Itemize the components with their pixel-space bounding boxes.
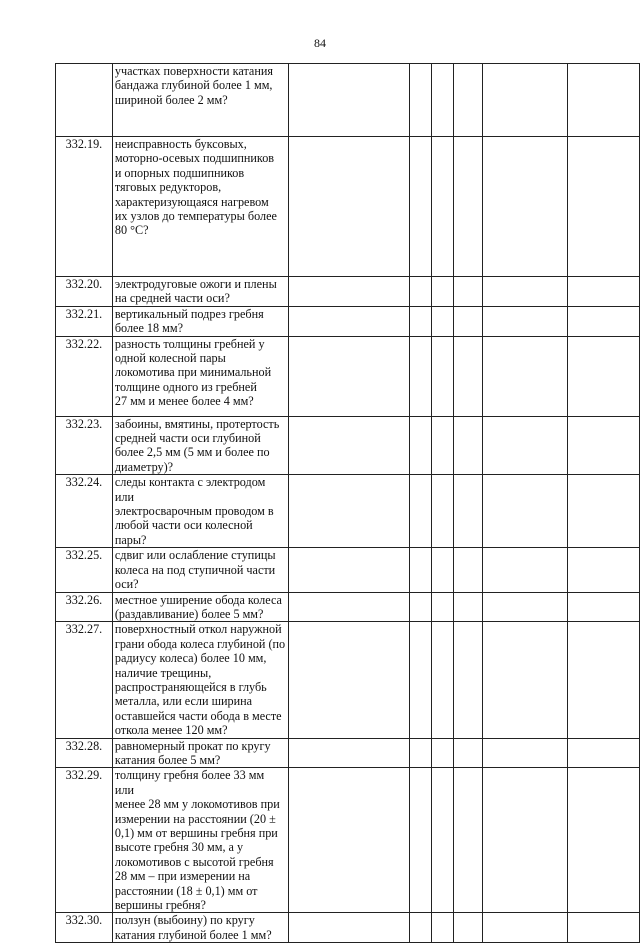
empty-cell (483, 64, 567, 137)
item-description-cell: электродуговые ожоги и плены на средней части оси? (112, 277, 288, 307)
empty-cell (567, 306, 639, 336)
empty-cell (289, 137, 410, 277)
empty-cell (410, 306, 432, 336)
item-number-cell: 332.23. (56, 416, 113, 475)
item-description-cell: участках поверхности катания бандажа глубиной более 1 мм, шириной более 2 мм? (112, 64, 288, 137)
empty-cell (483, 738, 567, 768)
empty-cell (483, 548, 567, 592)
empty-cell (483, 475, 567, 548)
inspection-checklist-table (55, 63, 640, 943)
empty-cell (410, 137, 432, 277)
empty-cell (567, 137, 639, 277)
item-description-cell: неисправность буксовых, моторно-осевых подшипников и опорных подшипников тяговых редукторов, характеризующаяся нагревом их узлов до температуры более 80 °С? (112, 137, 288, 277)
item-number-cell: 332.20. (56, 277, 113, 307)
empty-cell (431, 475, 453, 548)
empty-cell (567, 277, 639, 307)
empty-cell (567, 336, 639, 416)
empty-cell (289, 306, 410, 336)
empty-cell (431, 738, 453, 768)
empty-cell (483, 622, 567, 738)
empty-cell (567, 592, 639, 622)
empty-cell (483, 768, 567, 913)
empty-cell (483, 416, 567, 475)
item-number-cell: 332.22. (56, 336, 113, 416)
item-number-cell: 332.30. (56, 913, 113, 943)
empty-cell (453, 306, 483, 336)
empty-cell (289, 913, 410, 943)
item-number-cell: 332.19. (56, 137, 113, 277)
table-row (56, 548, 640, 592)
empty-cell (410, 738, 432, 768)
table-row (56, 306, 640, 336)
empty-cell (431, 548, 453, 592)
table-row (56, 622, 640, 738)
empty-cell (289, 768, 410, 913)
empty-cell (431, 64, 453, 137)
empty-cell (453, 475, 483, 548)
empty-cell (410, 592, 432, 622)
empty-cell (410, 336, 432, 416)
item-number-cell: 332.26. (56, 592, 113, 622)
item-description-cell: местное уширение обода колеса (раздавливание) более 5 мм? (112, 592, 288, 622)
page-number: 84 (314, 36, 326, 50)
item-description-cell: толщину гребня более 33 мм или менее 28 мм у локомотивов при измерении на расстоянии (20 ± 0,1) мм от вершины гребня при высоте гребня 30 мм, а у локомотивов с высотой гребня 28 мм – при измерении на расстоянии (18 ± 0,1) мм от вершины гребня? (112, 768, 288, 913)
empty-cell (431, 622, 453, 738)
empty-cell (567, 913, 639, 943)
empty-cell (289, 592, 410, 622)
table-row (56, 137, 640, 277)
item-description-cell: поверхностный откол наружной грани обода колеса глубиной (по радиусу колеса) более 10 мм, наличие трещины, распространяющейся в глубь металла, или если ширина оставшейся части обода в месте откола менее 120 мм? (112, 622, 288, 738)
empty-cell (289, 416, 410, 475)
empty-cell (453, 768, 483, 913)
empty-cell (483, 592, 567, 622)
empty-cell (289, 64, 410, 137)
empty-cell (431, 416, 453, 475)
table-row (56, 416, 640, 475)
empty-cell (289, 475, 410, 548)
empty-cell (410, 622, 432, 738)
empty-cell (289, 336, 410, 416)
empty-cell (453, 592, 483, 622)
item-number-cell: 332.27. (56, 622, 113, 738)
empty-cell (483, 913, 567, 943)
empty-cell (567, 475, 639, 548)
empty-cell (453, 913, 483, 943)
item-description-cell: сдвиг или ослабление ступицы колеса на под ступичной части оси? (112, 548, 288, 592)
empty-cell (483, 336, 567, 416)
item-description-cell: разность толщины гребней у одной колесной пары локомотива при минимальной толщине одного из гребней 27 мм и менее более 4 мм? (112, 336, 288, 416)
empty-cell (410, 475, 432, 548)
empty-cell (289, 277, 410, 307)
item-number-cell: 332.28. (56, 738, 113, 768)
empty-cell (431, 768, 453, 913)
empty-cell (410, 913, 432, 943)
item-number-cell: 332.25. (56, 548, 113, 592)
empty-cell (453, 64, 483, 137)
empty-cell (410, 416, 432, 475)
empty-cell (431, 336, 453, 416)
empty-cell (289, 622, 410, 738)
empty-cell (567, 416, 639, 475)
empty-cell (483, 137, 567, 277)
empty-cell (567, 548, 639, 592)
item-description-cell: равномерный прокат по кругу катания более 5 мм? (112, 738, 288, 768)
item-description-cell: забоины, вмятины, протертость средней части оси глубиной более 2,5 мм (5 мм и более по диаметру)? (112, 416, 288, 475)
item-description-cell: следы контакта с электродом или электросварочным проводом в любой части оси колесной пары? (112, 475, 288, 548)
table-row (56, 738, 640, 768)
table-row (56, 475, 640, 548)
item-description-cell: вертикальный подрез гребня более 18 мм? (112, 306, 288, 336)
empty-cell (410, 64, 432, 137)
item-description-cell: ползун (выбоину) по кругу катания глубиной более 1 мм? (112, 913, 288, 943)
empty-cell (431, 913, 453, 943)
empty-cell (410, 768, 432, 913)
empty-cell (453, 738, 483, 768)
table-row (56, 592, 640, 622)
empty-cell (567, 622, 639, 738)
empty-cell (453, 416, 483, 475)
empty-cell (453, 137, 483, 277)
empty-cell (289, 738, 410, 768)
empty-cell (483, 306, 567, 336)
table-row (56, 64, 640, 137)
empty-cell (431, 306, 453, 336)
empty-cell (453, 622, 483, 738)
empty-cell (410, 548, 432, 592)
table-row (56, 913, 640, 943)
empty-cell (289, 548, 410, 592)
empty-cell (410, 277, 432, 307)
empty-cell (453, 277, 483, 307)
table-row (56, 277, 640, 307)
empty-cell (567, 738, 639, 768)
item-number-cell: 332.24. (56, 475, 113, 548)
empty-cell (483, 277, 567, 307)
empty-cell (453, 548, 483, 592)
item-number-cell (56, 64, 113, 137)
empty-cell (453, 336, 483, 416)
empty-cell (431, 137, 453, 277)
item-number-cell: 332.29. (56, 768, 113, 913)
table-row (56, 768, 640, 913)
item-number-cell: 332.21. (56, 306, 113, 336)
table-row (56, 336, 640, 416)
empty-cell (567, 768, 639, 913)
empty-cell (431, 277, 453, 307)
empty-cell (431, 592, 453, 622)
empty-cell (567, 64, 639, 137)
